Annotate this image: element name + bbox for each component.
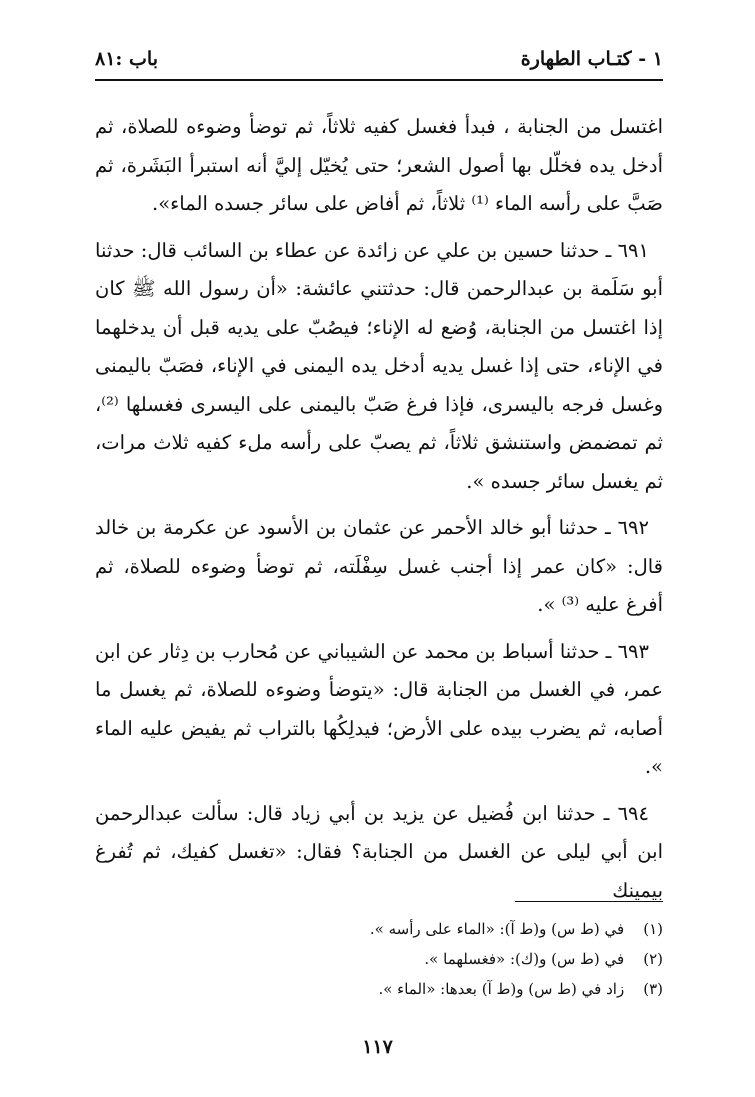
running-header	[95, 48, 663, 78]
footnote-number: (٢)	[643, 950, 663, 968]
header-divider	[95, 79, 663, 81]
footnote-number: (٣)	[643, 980, 663, 998]
hadith-691: ٦٩١ ـ حدثنا حسين بن علي عن زائدة عن عطاء بن السائب قال: حدثنا أبو سَلَمة بن عبدالرحمن قال: حدثتني عائشة: «أن رسول الله ﷺ كان إذا اغتسل من الجنابة، وُضع له الإناء؛ فيصُبّ على يديه قبل أن يدخلهما في الإناء، حتى إذا غسل يديه أدخل يده اليمنى في الإناء، فصَبّ باليمنى وغسل فرجه باليسرى، فإذا فرغ صَبّ باليمنى على اليسرى فغسلها ⁽²⁾، ثم تمضمض واستنشق ثلاثاً، ثم يصبّ على رأسه ملء كفيه ثلاث مرات، ثم يغسل سائر جسده ».	[95, 238, 663, 493]
hadith-692: ٦٩٢ ـ حدثنا أبو خالد الأحمر عن عثمان بن الأسود عن عكرمة بن خالد قال: «كان عمر إذا أجنب غسل سِفْلَته، ثم توضأ وضوءه للصلاة، ثم أفرغ عليه ⁽³⁾ ».	[95, 516, 663, 616]
footnotes	[95, 914, 663, 1004]
page-number: ١١٧	[362, 1036, 393, 1058]
footnote-number: (١)	[643, 920, 663, 938]
footnote-text: زاد في (ط س) و(ط آ) بعدها: «الماء ».	[378, 980, 625, 998]
hadith-694: ٦٩٤ ـ حدثنا ابن فُضيل عن يزيد بن أبي زياد قال: سألت عبدالرحمن ابن أبي ليلى عن الغسل من الجنابة؟ فقال: «تغسل كفيك، ثم تُفرغ بيمينك	[95, 801, 663, 902]
book-title: ١ - كتـاب الطهارة	[520, 48, 663, 70]
main-text	[95, 108, 663, 918]
paragraph-continuation: اغتسل من الجنابة ، فبدأ فغسل كفيه ثلاثاً، ثم توضأ وضوءه للصلاة، ثم أدخل يده فخلّل بها أصول الشعر؛ حتى يُخيّل إليَّ أنه استبرأ البَشَرة، ثم صَبَّ على رأسه الماء ⁽¹⁾ ثلاثاً، ثم أفاض على سائر جسده الماء».	[95, 115, 663, 215]
footnote-item	[95, 974, 663, 1004]
footnote-item	[95, 944, 663, 974]
footnote-text: في (ط س) و(ك): «فغسلهما ».	[424, 950, 625, 968]
footnote-divider	[515, 901, 663, 902]
hadith-693: ٦٩٣ ـ حدثنا أسباط بن محمد عن الشيباني عن مُحارب بن دِثار عن ابن عمر، في الغسل من الجنابة قال: «يتوضأ وضوءه للصلاة، ثم يغسل ما أصابه، ثم يضرب بيده على الأرض؛ فيدلِكُها بالتراب ثم يفيض عليه الماء ».	[95, 639, 663, 778]
footnote-item	[95, 914, 663, 944]
chapter-label: باب :٨١	[95, 48, 159, 70]
footnote-text: في (ط س) و(ط آ): «الماء على رأسه ».	[369, 920, 625, 938]
